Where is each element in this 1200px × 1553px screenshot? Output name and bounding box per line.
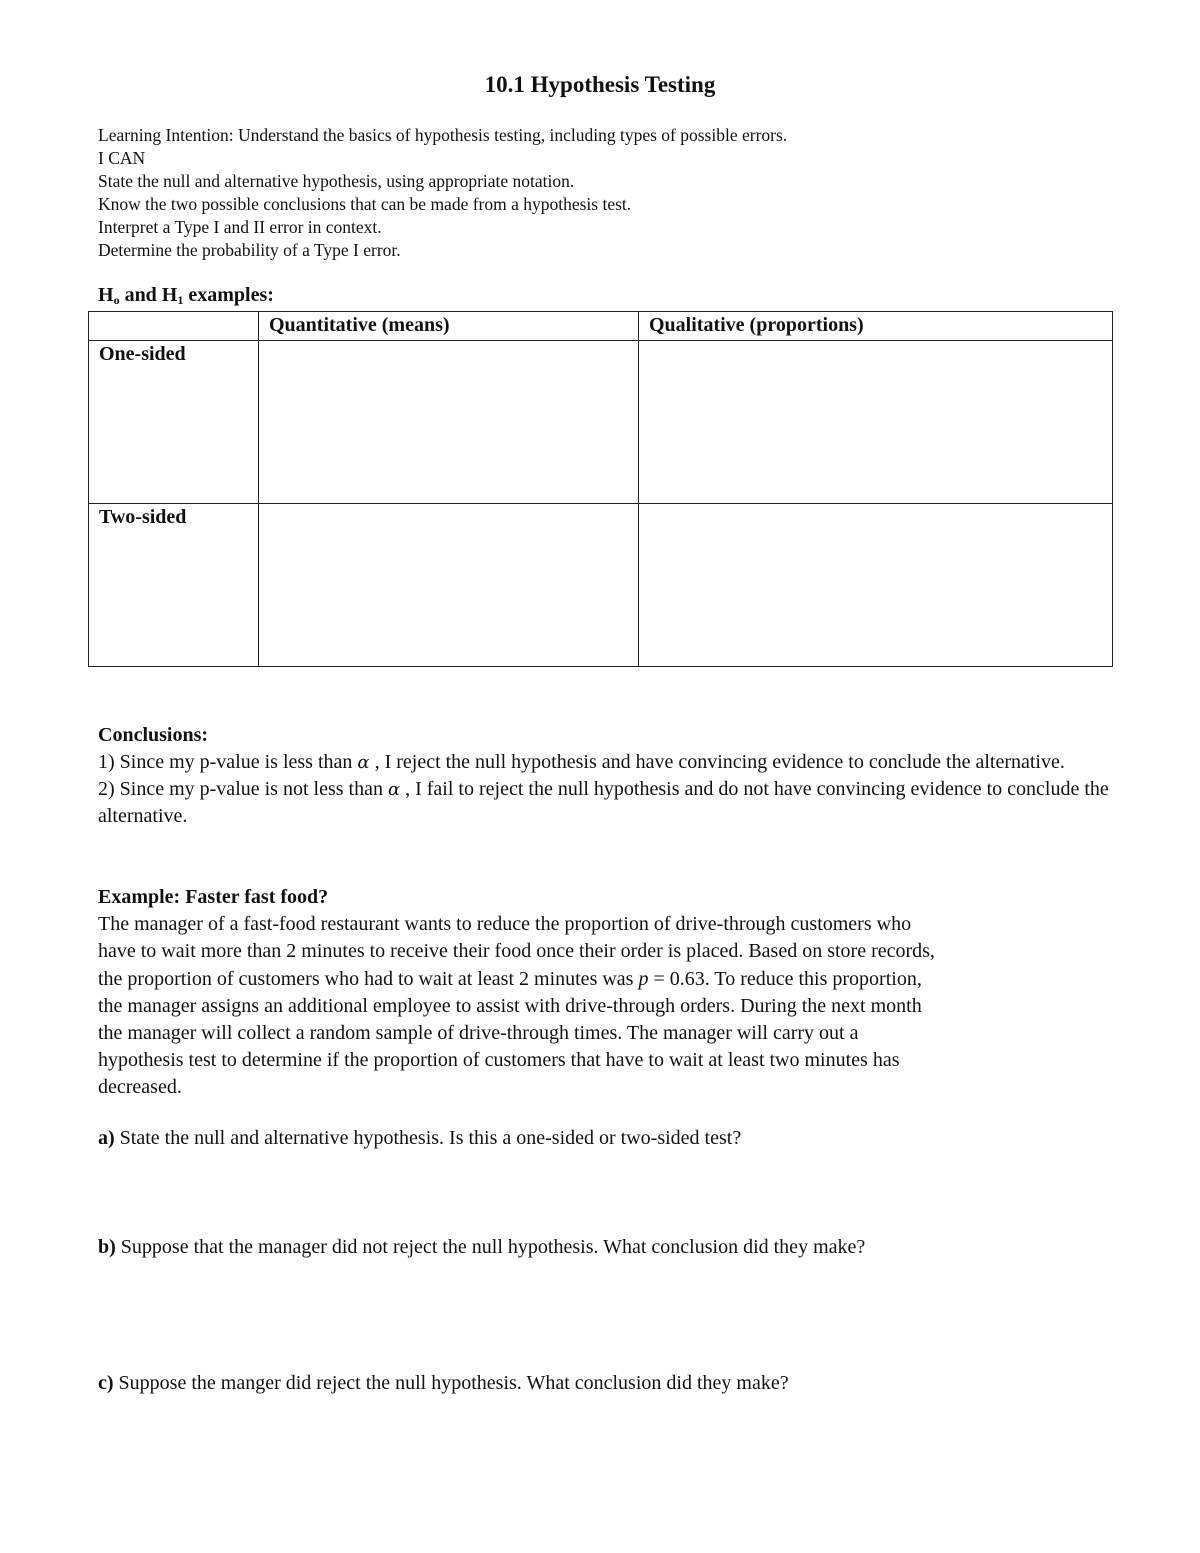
question-b: b) Suppose that the manager did not reject the null hypothesis. What conclusion did they make? [98, 1236, 866, 1258]
table-row [89, 341, 1113, 504]
answer-cell[interactable] [639, 504, 1113, 667]
learning-intention-block [98, 124, 1118, 262]
row-label-one-sided: One-sided [89, 341, 259, 504]
hypothesis-table [88, 311, 1113, 667]
goal-item: State the null and alternative hypothesis, using appropriate notation. [98, 171, 575, 191]
goal-item: Determine the probability of a Type I error. [98, 240, 401, 260]
learning-intention: Learning Intention: Understand the basics of hypothesis testing, including types of possible errors. [98, 125, 788, 145]
alpha-symbol: α [387, 779, 401, 800]
p-symbol: p [638, 967, 649, 990]
goal-item: Interpret a Type I and II error in context. [98, 217, 382, 237]
row-label-two-sided: Two-sided [89, 504, 259, 667]
question-c: c) Suppose the manger did reject the null hypothesis. What conclusion did they make? [98, 1372, 789, 1394]
example-text-line: the manager will collect a random sample of drive-through times. The manager will carry out a [98, 1022, 859, 1045]
i-can-label: I CAN [98, 148, 146, 168]
example-heading: Example: Faster fast food? [98, 886, 329, 908]
table-row [89, 504, 1113, 667]
conclusion-1: 1) Since my p-value is less than α , I reject the null hypothesis and have convincing evidence to conclude the alternative. [98, 751, 1065, 773]
answer-cell[interactable] [639, 341, 1113, 504]
answer-cell[interactable] [259, 341, 639, 504]
page-title: 10.1 Hypothesis Testing [484, 72, 716, 97]
example-block [98, 884, 1118, 1102]
alpha-symbol: α [357, 752, 370, 773]
example-text-line: hypothesis test to determine if the proportion of customers that have to wait at least two minutes has [98, 1049, 900, 1072]
conclusions-heading: Conclusions: [98, 724, 209, 746]
example-text-line: the proportion of customers who had to wait at least 2 minutes was p = 0.63. To reduce this proportion, [98, 967, 922, 990]
table-header-row [89, 312, 1113, 341]
example-text-line: the manager assigns an additional employee to assist with drive-through orders. During the next month [98, 994, 922, 1017]
conclusions-block [98, 722, 1118, 830]
table-header-cell [89, 312, 259, 341]
example-text-line: The manager of a fast-food restaurant wants to reduce the proportion of drive-through customers who [98, 913, 912, 936]
table-header-cell: Qualitative (proportions) [639, 312, 1113, 341]
goal-item: Know the two possible conclusions that can be made from a hypothesis test. [98, 194, 632, 214]
examples-heading: $H_o$ and $H_1$ examples: [98, 284, 274, 307]
conclusion-2: 2) Since my p-value is not less than α , I fail to reject the null hypothesis and do not have convincing evidence to conclude the alternative. [98, 778, 1109, 827]
example-text-line: have to wait more than 2 minutes to receive their food once their order is placed. Based on store records, [98, 940, 935, 963]
question-a: a) State the null and alternative hypothesis. Is this a one-sided or two-sided test? [98, 1127, 742, 1149]
answer-cell[interactable] [259, 504, 639, 667]
table-header-cell: Quantitative (means) [259, 312, 639, 341]
example-text-line: decreased. [98, 1076, 182, 1099]
